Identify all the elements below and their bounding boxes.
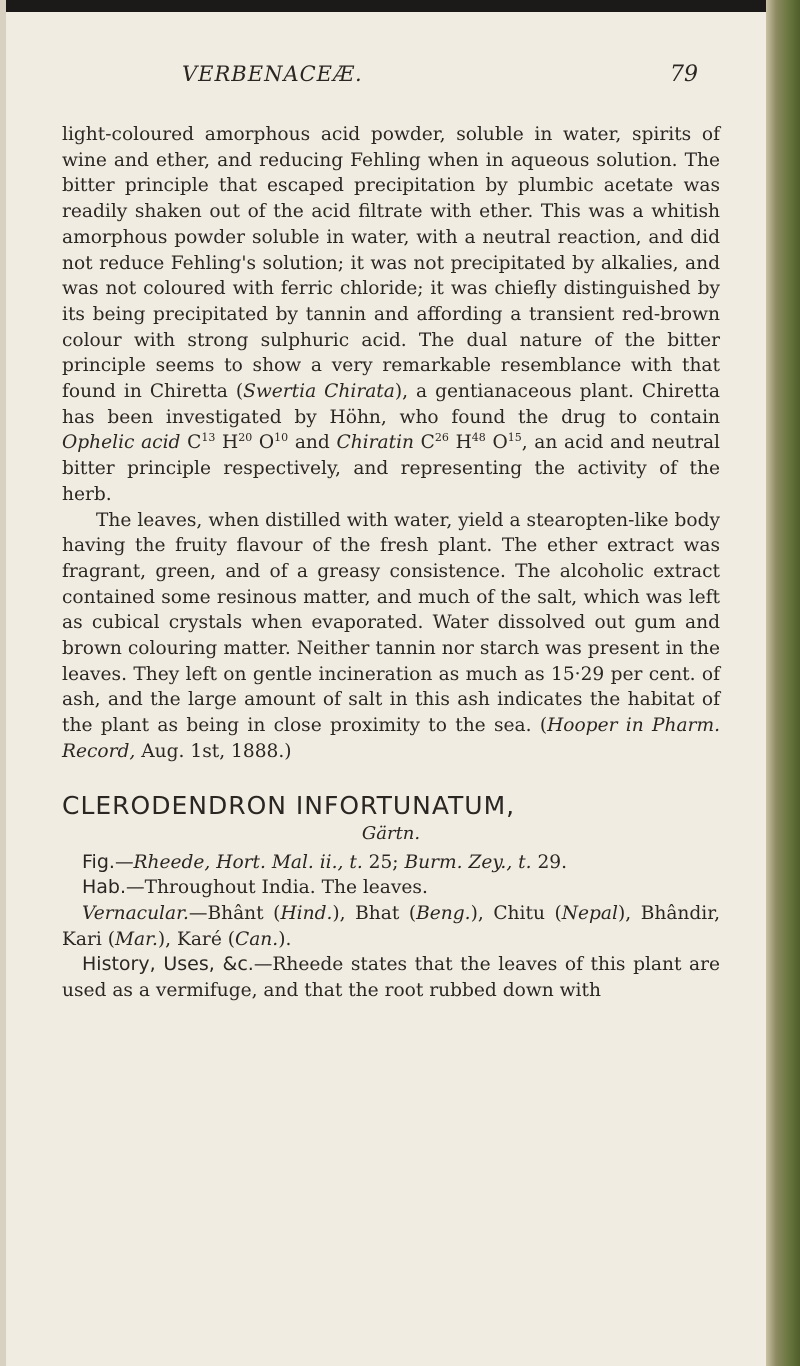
italic-run: Hind. [280,902,333,924]
formula-subscript: 15 [507,431,522,445]
species-authority: Gärtn. [361,822,421,844]
text-run: ), Chitu ( [470,902,562,924]
hab-label: Hab. [82,876,127,899]
top-edge-shadow [0,0,800,12]
formula-subscript: 48 [471,431,486,445]
italic-run: Mar. [114,928,158,950]
text-run: The leaves, when distilled with water, yield a stearopten-like body having the fruity flavour of the fresh plant. The ether extract was fragrant, green, and of a greasy consistence. The alcoholic extract contained some resinous matter, and much of the salt, which was left as cubical crystals when evaporated. Water dissolved out gum and brown colouring matter. Neither tannin nor starch was present in the leaves. They left on gentle incineration as much as 15·29 per cent. of ash, and the large amount of salt in this ash indicates the habitat of the plant as being in close proximity to the sea. ( [62,509,720,737]
formula-subscript: 26 [434,431,449,445]
text-run: ), Bhat ( [332,902,417,924]
formula-element: O [485,432,508,454]
italic-run: Hooper in Pharm. Record, [62,715,720,762]
paragraph-bitter-principle [62,122,720,508]
italic-run: Ophelic acid [62,432,181,454]
italic-run: Chiratin [336,432,414,454]
formula-element: C [414,432,435,454]
italic-run: Rheede, Hort. Mal. ii., t. [133,851,363,873]
running-head: VERBENACEÆ. [182,62,363,86]
text-run: and [288,432,337,454]
species-heading: CLERODENDRON INFORTUNATUM, [62,790,516,820]
formula-subscript: 10 [274,431,289,445]
formula-subscript: 13 [201,431,216,445]
formula-element: H [215,432,239,454]
fig-label: Fig. [82,850,115,873]
book-spine-edge [766,0,800,1366]
text-run: —Rheede states that the leaves of this plant are used as a vermifuge, and that the root rubbed down with [62,954,721,1002]
formula-subscript: 20 [238,431,253,445]
italic-run: Beng. [416,902,471,924]
book-page [62,62,720,1004]
page-number: 79 [670,62,698,87]
formula-element: C [180,432,202,454]
text-run: ), a gentianaceous plant. Chiretta has been investigated by Höhn, who found the drug to contain [62,381,720,428]
history-uses [62,952,720,1003]
text-run: —Throughout India. The leaves. [126,877,428,899]
italic-run: Swertia Chirata [243,381,395,403]
text-run: — [114,851,134,873]
vernacular-names [62,901,720,952]
paragraph-leaves-analysis [62,508,720,765]
text-run: ), Bhândir, Kari ( [62,902,720,950]
habitat [62,875,720,901]
history-label: History, Uses, &c. [82,953,254,976]
text-run: 29. [531,851,568,873]
italic-run: Burm. Zey., t. [404,851,532,873]
text-run: , an acid and neutral bitter principle respectively, and representing the activity of the herb. [62,432,721,505]
text-run: light-coloured amorphous acid powder, soluble in water, spirits of wine and ether, and reducing Fehling when in aqueous solution. The bitter principle that escaped precipitation by plumbic acetate was readily shaken out of the acid filtrate with ether. This was a whitish amorphous powder soluble in water, with a neutral reaction, and did not reduce Fehling's solution; it was not precipitated by alkalies, and was not coloured with ferric chloride; it was chiefly distinguished by its being precipitated by tannin and affording a transient red-brown colour with strong sulphuric acid. The dual nature of the bitter principle seems to show a very remarkable resemblance with that found in Chiretta ( [62,124,720,403]
text-run: —Bhânt ( [188,902,281,924]
formula-element: H [448,432,472,454]
italic-run: Nepal [561,902,618,924]
text-run: ), Karé ( [157,928,235,950]
figure-references [62,850,720,876]
italic-run: Can. [234,928,279,950]
page-header [62,62,720,122]
text-run: Aug. 1st, 1888.) [135,740,292,762]
formula-element: O [252,432,275,454]
vernacular-label: Vernacular. [82,902,189,924]
text-run: 25; [362,851,405,873]
text-run: ). [278,928,292,950]
left-page-edge [0,0,6,1366]
